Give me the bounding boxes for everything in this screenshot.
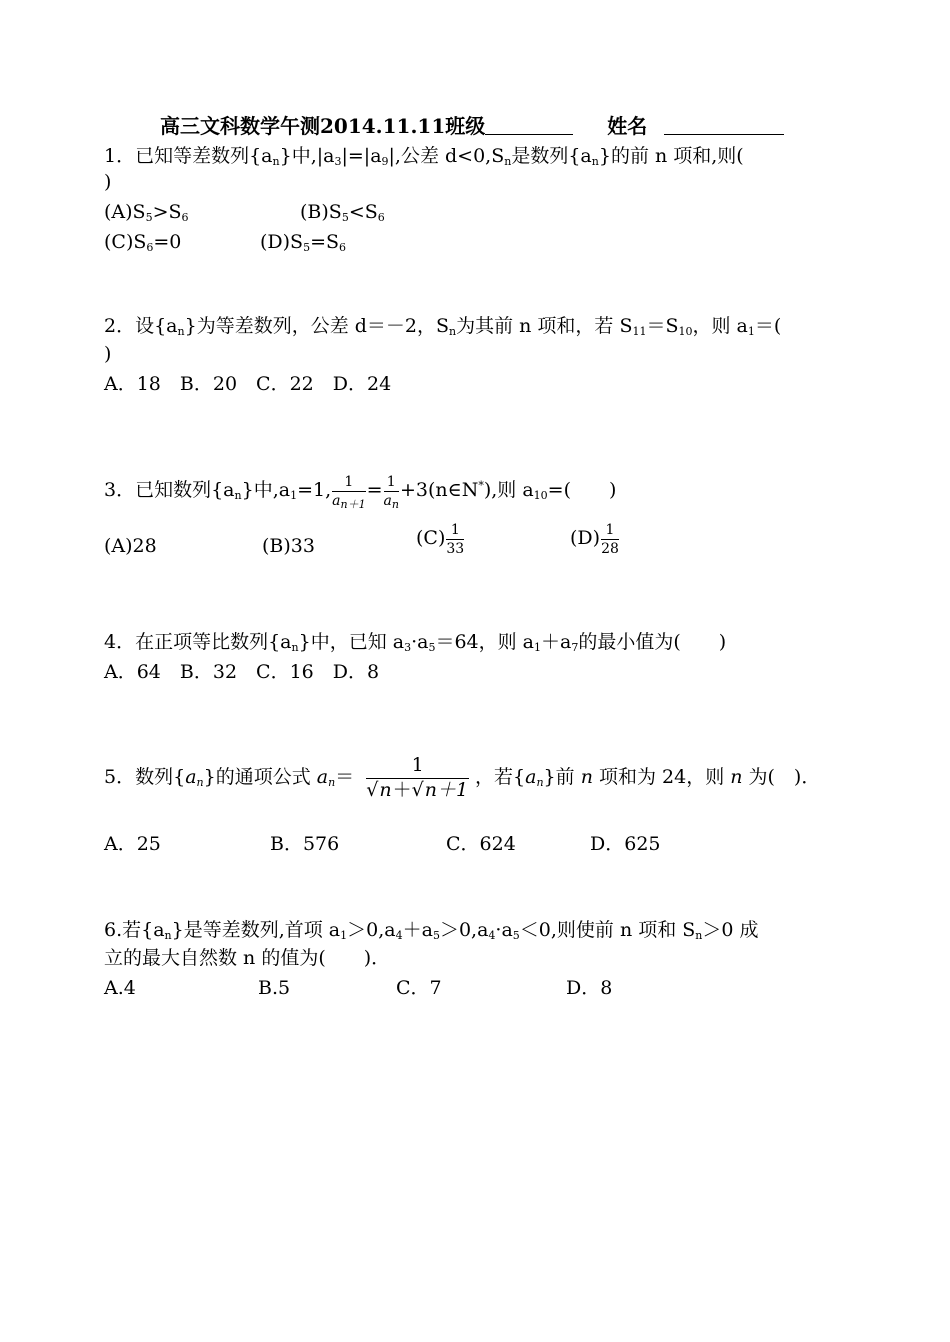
question-2-stem: 2．设$\{a_n\}$为等差数列，公差 d＝－2，$S_n$为其前 n 项和，若 $S_{11}=S_{10}$，则 $a_1=$( xyxy=(104,315,782,338)
question-5-stem: 5．数列$\{a_n\}$的通项公式 $a_n=$ $\frac{1}{√n+√n+1}$ ，若$\{a_n\}$前 n 项和为 24，则 n 为( )． xyxy=(104,754,821,801)
fraction-1-over-28: $\frac{1}{28}$ xyxy=(601,521,619,557)
question-6-option-b[interactable]: B.5 xyxy=(258,977,291,999)
question-4-options[interactable]: A．64 B．32 C．16 D．8 xyxy=(104,661,380,683)
question-6-option-d[interactable]: D．8 xyxy=(566,977,613,999)
fraction-1-over-sqrt-sum: $\frac{1}{√n+√n+1}$ xyxy=(366,754,469,801)
question-5-option-c[interactable]: C．624 xyxy=(446,833,516,855)
question-1-option-a[interactable]: $(A)S_5>S_6$ xyxy=(104,201,189,224)
question-2-stem-cont: ) xyxy=(104,343,112,365)
name-blank[interactable] xyxy=(664,116,784,135)
question-3-option-c[interactable]: (C) $\frac{1}{33}$ xyxy=(416,521,465,557)
question-1-stem: 1．已知等差数列$\{a_n\}$中$,|a_3|=|a_9|$,公差 $d<0,S_n$是数列$\{a_n\}$的前 n 项和,则( xyxy=(104,145,744,168)
question-1-option-b[interactable]: $(B)S_5<S_6$ xyxy=(300,201,385,224)
fraction-1-over-33: $\frac{1}{33}$ xyxy=(446,521,465,557)
question-3-option-a[interactable]: (A)28 xyxy=(104,535,157,557)
page-title: 高三文科数学午测2014.11.11班级 xyxy=(160,114,486,138)
question-6-stem: 6.若$\{a_n\}$是等差数列,首项 $a_1>0,a_4+a_5>0,a_4\cdot a_5<0$,则使前 n 项和 $S_n>0$ 成 xyxy=(104,919,759,942)
name-label: 姓名 xyxy=(607,114,648,138)
question-1-stem-cont: ) xyxy=(104,171,112,193)
question-5-option-a[interactable]: A．25 xyxy=(104,833,161,855)
question-6-option-a[interactable]: A.4 xyxy=(104,977,136,999)
worksheet-header xyxy=(160,114,784,138)
question-6-stem-cont: 立的最大自然数 n 的值为( )． xyxy=(104,947,391,969)
fraction-1-over-a-n-plus-1: $\frac{1}{a_{n+1}}$ xyxy=(332,473,366,511)
question-1-option-d[interactable]: $(D)S_5=S_6$ xyxy=(260,231,347,254)
fraction-1-over-a-n: $\frac{1}{a_n}$ xyxy=(383,473,399,511)
class-blank[interactable] xyxy=(485,116,573,135)
question-3-option-b[interactable]: (B)33 xyxy=(262,535,315,557)
question-3-stem: 3．已知数列$\{a_n\}$中$,a_1=1$, $\frac{1}{a_{n+1}}$ = $\frac{1}{a_n}$ +3(n∈N*),则 $a_{10}=$( ) xyxy=(104,473,617,511)
question-5-option-b[interactable]: B．576 xyxy=(270,833,340,855)
question-3-option-d[interactable]: (D) $\frac{1}{28}$ xyxy=(570,521,619,557)
question-4-stem: 4．在正项等比数列$\{a_n\}$中，已知 $a_3\cdot a_5=64$，则 $a_1+a_7$的最小值为( ) xyxy=(104,631,727,654)
question-5-option-d[interactable]: D．625 xyxy=(590,833,661,855)
question-1-option-c[interactable]: $(C)S_6=0$ xyxy=(104,231,182,254)
question-2-options[interactable]: A．18 B．20 C．22 D．24 xyxy=(104,373,392,395)
question-6-option-c[interactable]: C．7 xyxy=(396,977,442,999)
